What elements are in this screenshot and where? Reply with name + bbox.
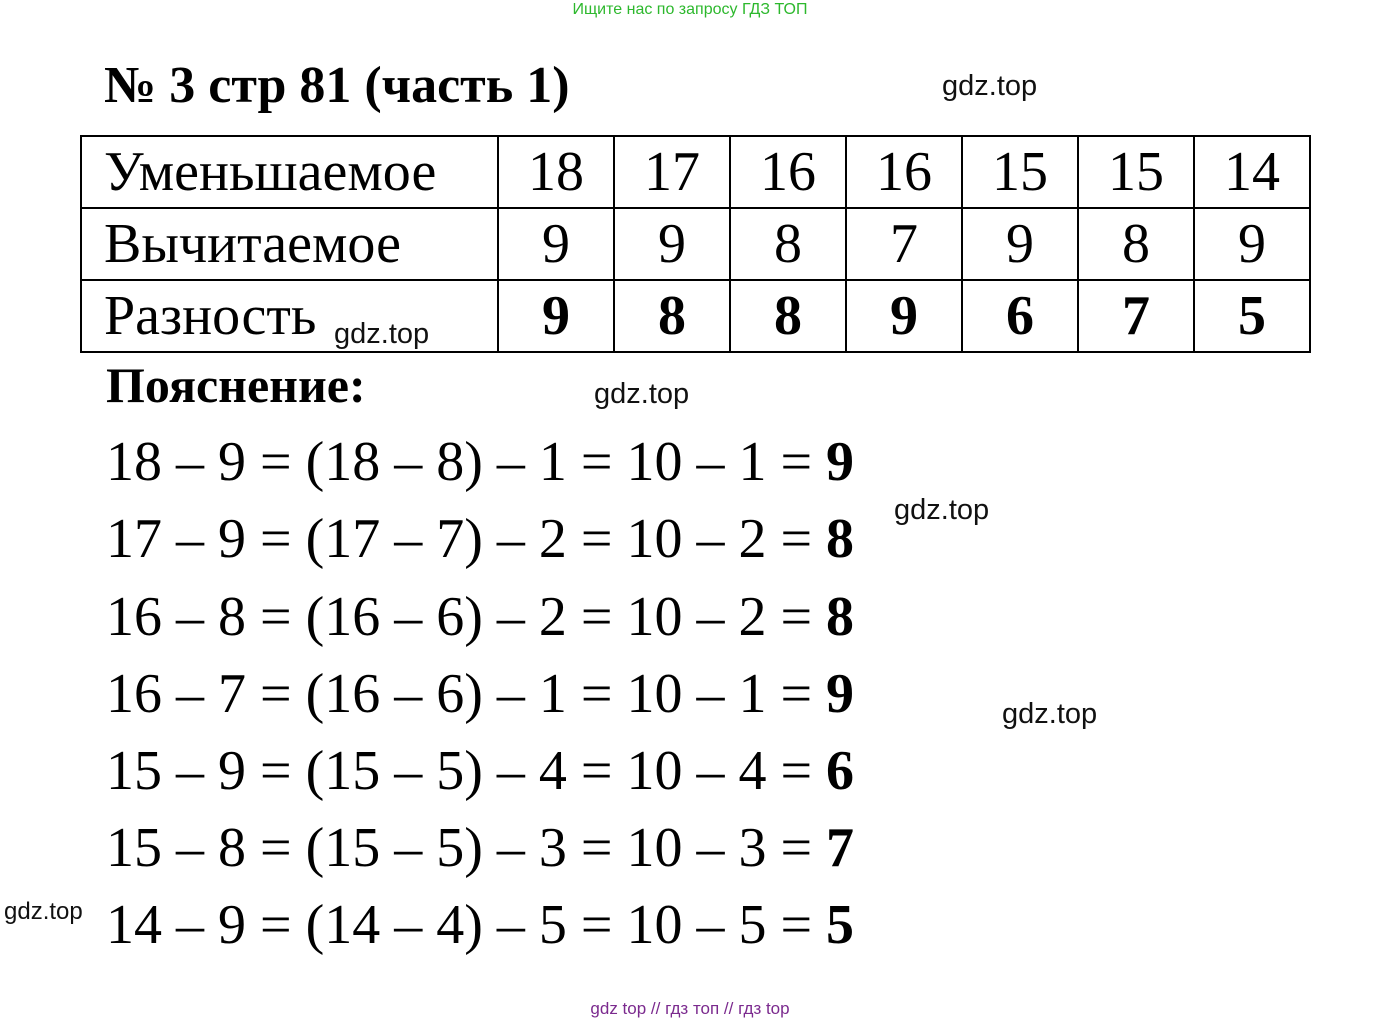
- watermark: gdz.top: [4, 898, 83, 925]
- table-cell: 8: [614, 280, 730, 352]
- table-cell: 7: [1078, 280, 1194, 352]
- explanation-title: Пояснение:: [106, 357, 366, 413]
- table-row-difference: [81, 280, 1310, 352]
- watermark: gdz.top: [594, 378, 690, 410]
- equation-result: 8: [826, 508, 855, 570]
- footer-links: gdz top // гдз топ // гдз top: [590, 999, 790, 1018]
- equation-text: 17 – 9 = (17 – 7) – 2 = 10 – 2 =: [106, 508, 827, 570]
- equation-result: 5: [826, 894, 855, 956]
- equation-text: 16 – 8 = (16 – 6) – 2 = 10 – 2 =: [106, 586, 827, 648]
- table-row-subtrahend: [81, 208, 1310, 280]
- table-cell: 15: [1078, 136, 1194, 208]
- table-cell: 9: [846, 280, 962, 352]
- watermark: gdz.top: [1002, 698, 1098, 730]
- table-cell: 9: [614, 208, 730, 280]
- table-cell: 5: [1194, 280, 1310, 352]
- row-label: Уменьшаемое: [81, 136, 498, 208]
- table-cell: 16: [730, 136, 846, 208]
- table-row-minuend: [81, 136, 1310, 208]
- table-cell: 9: [962, 208, 1078, 280]
- table-cell: 14: [1194, 136, 1310, 208]
- page-title: № 3 стр 81 (часть 1): [104, 57, 570, 114]
- equation-text: 14 – 9 = (14 – 4) – 5 = 10 – 5 =: [106, 894, 827, 956]
- top-banner: Ищите нас по запросу ГДЗ ТОП: [572, 1, 808, 18]
- table-cell: 9: [1194, 208, 1310, 280]
- table-cell: 17: [614, 136, 730, 208]
- subtraction-table: [80, 135, 1311, 353]
- equation: [106, 586, 855, 648]
- equation: [106, 817, 855, 879]
- equation: [106, 508, 855, 570]
- table-cell: 16: [846, 136, 962, 208]
- equation-text: 15 – 8 = (15 – 5) – 3 = 10 – 3 =: [106, 817, 827, 879]
- watermark: gdz.top: [334, 318, 430, 350]
- equation: [106, 740, 855, 802]
- equation: [106, 663, 855, 725]
- table-cell: 6: [962, 280, 1078, 352]
- table-cell: 7: [846, 208, 962, 280]
- table-cell: 8: [730, 280, 846, 352]
- table-cell: 15: [962, 136, 1078, 208]
- equation: [106, 431, 855, 493]
- table-cell: 9: [498, 280, 614, 352]
- row-label: Разность: [81, 280, 498, 352]
- equation-result: 6: [826, 740, 855, 802]
- equation-result: 8: [826, 586, 855, 648]
- equation-text: 16 – 7 = (16 – 6) – 1 = 10 – 1 =: [106, 663, 827, 725]
- equation-result: 7: [826, 817, 855, 879]
- row-label: Вычитаемое: [81, 208, 498, 280]
- table-cell: 18: [498, 136, 614, 208]
- watermark: gdz.top: [942, 70, 1038, 102]
- equation-text: 15 – 9 = (15 – 5) – 4 = 10 – 4 =: [106, 740, 827, 802]
- equation: [106, 894, 855, 956]
- equation-result: 9: [826, 431, 855, 493]
- table-cell: 8: [1078, 208, 1194, 280]
- equation-text: 18 – 9 = (18 – 8) – 1 = 10 – 1 =: [106, 431, 827, 493]
- table-cell: 8: [730, 208, 846, 280]
- watermark: gdz.top: [894, 494, 990, 526]
- equation-result: 9: [826, 663, 855, 725]
- table-cell: 9: [498, 208, 614, 280]
